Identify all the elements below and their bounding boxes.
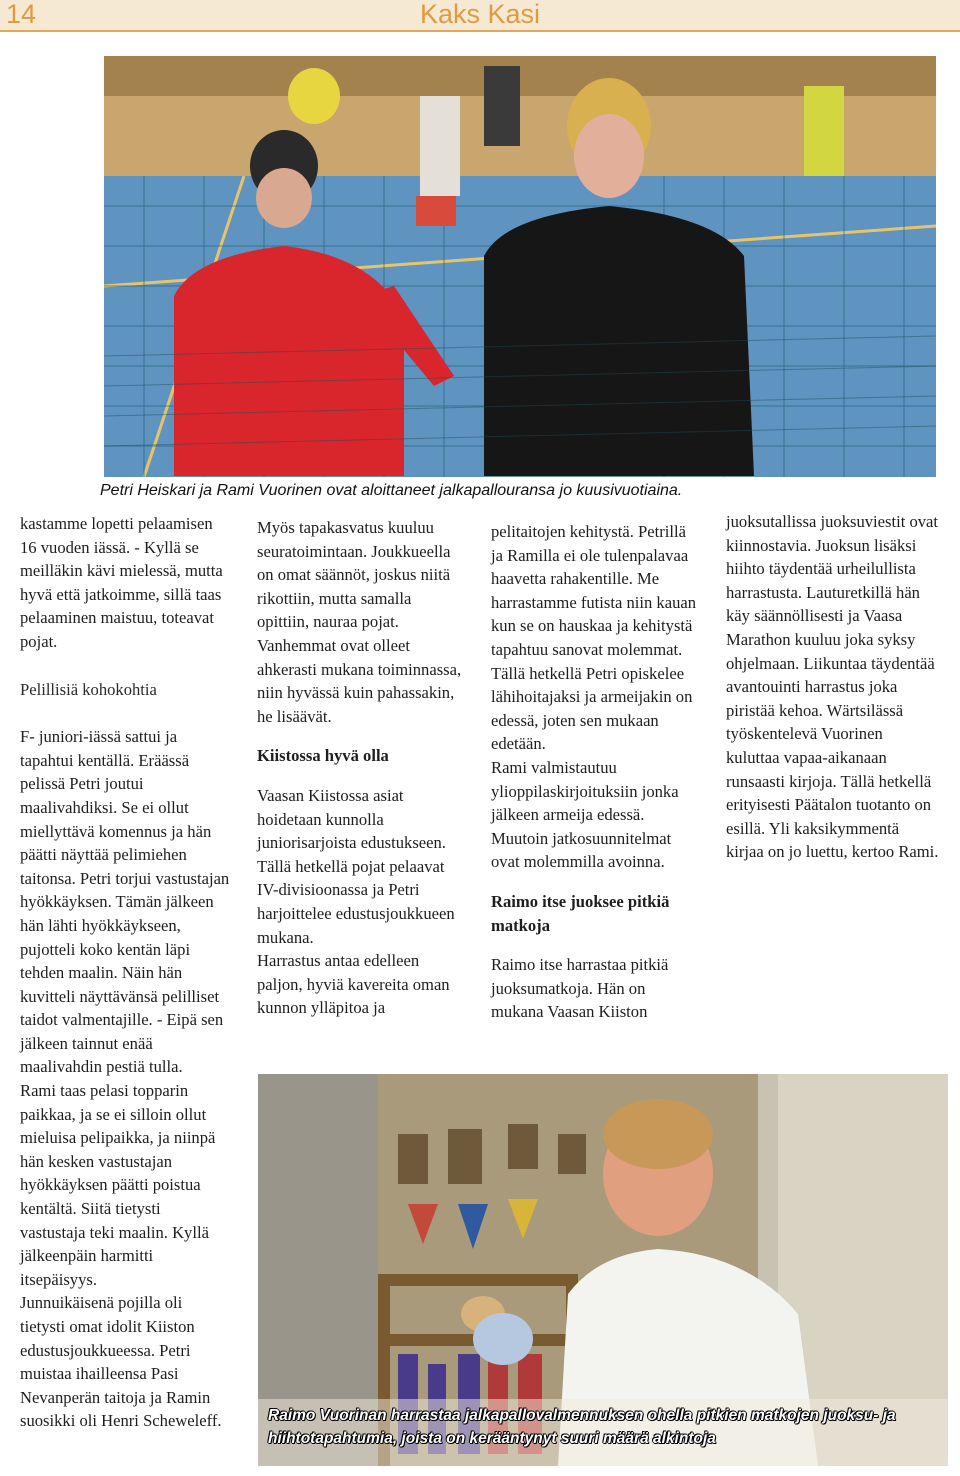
paragraph: Rami valmistautuu ylioppilaskirjoituksiin jonka jälkeen armeija edessä.: [491, 757, 679, 825]
paragraph: kastamme lopetti pelaamisen 16 vuoden iässä. - Kyllä se meilläkin kävi mielessä, mutta hyvä että jatkoimme, sillä taas pelaaminen maistuu, toteavat pojat.: [20, 514, 223, 651]
paragraph: Tällä hetkellä Petri opiskelee lähihoitajaksi ja armeijakin on edessä, joten sen mukaan edetään.: [491, 663, 693, 754]
paragraph: Rami taas pelasi topparin paikkaa, ja se ei silloin ollut mieluisa pelipaikka, ja niinpä hän kesken vastustajan hyökkäyksen päätti poistua kentältä. Siitä tietysti vastustaja teki maalin. Kyllä jälkeenpäin harmitti itsepäisyys.: [20, 1081, 216, 1289]
paragraph: Harrastus antaa edelleen paljon, hyviä kavereita oman kunnon ylläpitoa ja: [257, 951, 450, 1018]
page-number: 14: [6, 0, 37, 29]
publication-name: Kaks Kasi: [420, 0, 541, 29]
paragraph: Muutoin jatkosuunnitelmat ovat molemmilla avoinna.: [491, 828, 672, 872]
paragraph: Junnuikäisenä pojilla oli tietysti omat idolit Kiiston edustusjoukkueessa. Petri muistaa ihailleensa Pasi Nevanperän taitoja ja Ramin suosikki oli Henri Scheweleff.: [20, 1293, 222, 1431]
page-header: [0, 0, 960, 32]
article-column-2: [257, 516, 467, 1020]
paragraph: F- juniori-iässä sattui ja tapahtui kentällä. Eräässä pelissä Petri joutui maalivahdiksi. Se ei ollut miellyttävä komennus ja hän päätti näyttää pelimiehen taitonsa. Petri torjui vastustajan hyökkäyksen. Tämän jälkeen hän lähti hyökkäykseen, pujotteli koko kentän läpi tehden maalin. Näin hän kuvitteli näyttävänsä pelilliset taidot valmentajille. - Eipä sen jälkeen tainnut enää maalivahdin pestiä tulla.: [20, 727, 230, 1077]
bottom-photo-caption: Raimo Vuorinan harrastaa jalkapallovalmennuksen ohella pitkien matkojen juoksu- ja hiihtotapahtumia, joista on kerääntynyt suuri määrä alkintoja: [268, 1407, 896, 1447]
paragraph: pelitaitojen kehitystä. Petrillä ja Ramilla ei ole tulenpalavaa haavetta rahakentille. Me harrastamme futista niin kauan kun se on hauskaa ja kehitystä tapahtuu sanovat molemmat.: [491, 522, 697, 659]
article-column-4: [726, 510, 940, 864]
subheading: Raimo itse juoksee pitkiä matkoja: [491, 891, 670, 935]
paragraph: Vaasan Kiistossa asiat hoidetaan kunnolla juniorisarjoista edustukseen. Tällä hetkellä pojat pelaavat IV-divisioonassa ja Petri harjoittelee edustusjoukkueen mukana.: [257, 785, 455, 947]
paragraph: Myös tapakasvatus kuuluu seuratoimintaan. Joukkueella on omat säännöt, joskus niitä rikottiin, mutta samalla opittiin, nauraa pojat. Vanhemmat ovat olleet ahkerasti mukana toiminnassa, niin hyvässä kuin pahassakin, he lisäävät.: [257, 518, 462, 726]
paragraph: Raimo itse harrastaa pitkiä juoksumatkoja. Hän on mukana Vaasan Kiiston: [491, 955, 669, 1022]
paragraph: juoksutallissa juoksuviestit ovat kiinnostavia. Juoksun lisäksi hiihto täydentää urheilullista harrastusta. Lauturetkillä hän käy säännöllisesti ja Vaasa Marathon kuuluu joka syksy ohjelmaan. Liikuntaa täydentää avantouinti harrastus joka piristää kehoa. Wärtsilässä työskentelevä Vuorinen kuluttaa vapaa-aikanaan runsaasti kirjoja. Tällä hetkellä erityisesti Päätalon tuotanto on esillä. Yli kaksikymmentä kirjaa on jo luettu, kertoo Rami.: [726, 512, 939, 862]
article-column-1: [20, 512, 230, 1433]
top-photo-caption: Petri Heiskari ja Rami Vuorinen ovat aloittaneet jalkapallouransa jo kuusivuotiaina.: [100, 482, 683, 499]
article-column-3: [491, 520, 701, 1024]
subheading: Pelillisiä kohokohtia: [20, 679, 157, 699]
top-photo: [104, 56, 936, 477]
subheading: Kiistossa hyvä olla: [257, 746, 389, 766]
